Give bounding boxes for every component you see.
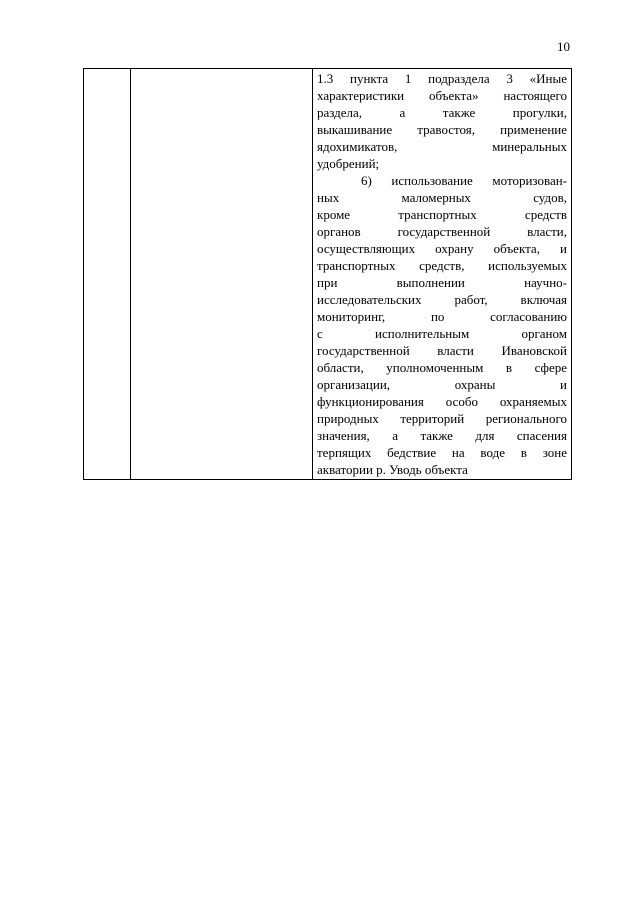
cell-text-line: транспортных средств, используемых [317,258,567,273]
cell-text-line: 1.3 пункта 1 подраздела 3 «Иные [317,71,567,86]
cell-text-line: государственной власти Ивановской [317,343,567,358]
page-number: 10 [557,39,570,54]
cell-text-line: области, уполномоченным в сфере [317,360,567,375]
cell-text-line: акватории р. Уводь объекта [317,462,468,477]
document-table [83,68,572,480]
table-row [84,69,572,480]
cell-text-line: характеристики объекта» настоящего [317,88,567,103]
cell-text-line: с исполнительным органом [317,326,567,341]
cell-text-line: органов государственной власти, [317,224,567,239]
cell-text-line: ных маломерных судов, [317,190,567,205]
cell-text-line: функционирования особо охраняемых [317,394,567,409]
cell-text-line: раздела, а также прогулки, [317,105,567,120]
cell-text-line: осуществляющих охрану объекта, и [317,241,567,256]
cell-text-line: организации, охраны и [317,377,567,392]
cell-text-line: терпящих бедствие на воде в зоне [317,445,567,460]
cell-text-line: 6) использование моторизован- [361,173,567,188]
cell-text-line: кроме транспортных средств [317,207,567,222]
cell-text-line: мониторинг, по согласованию [317,309,567,324]
cell-text-line: исследовательских работ, включая [317,292,567,307]
cell-text-line: выкашивание травостоя, применение [317,122,567,137]
table-cell-number [84,69,131,480]
cell-text-line: при выполнении научно- [317,275,567,290]
cell-text-line: природных территорий регионального [317,411,567,426]
table-cell-name [131,69,313,480]
table-cell-description [313,69,572,480]
cell-text-line: значения, а также для спасения [317,428,567,443]
cell-text-line: удобрений; [317,156,380,171]
cell-text-line: ядохимикатов, минеральных [317,139,567,154]
